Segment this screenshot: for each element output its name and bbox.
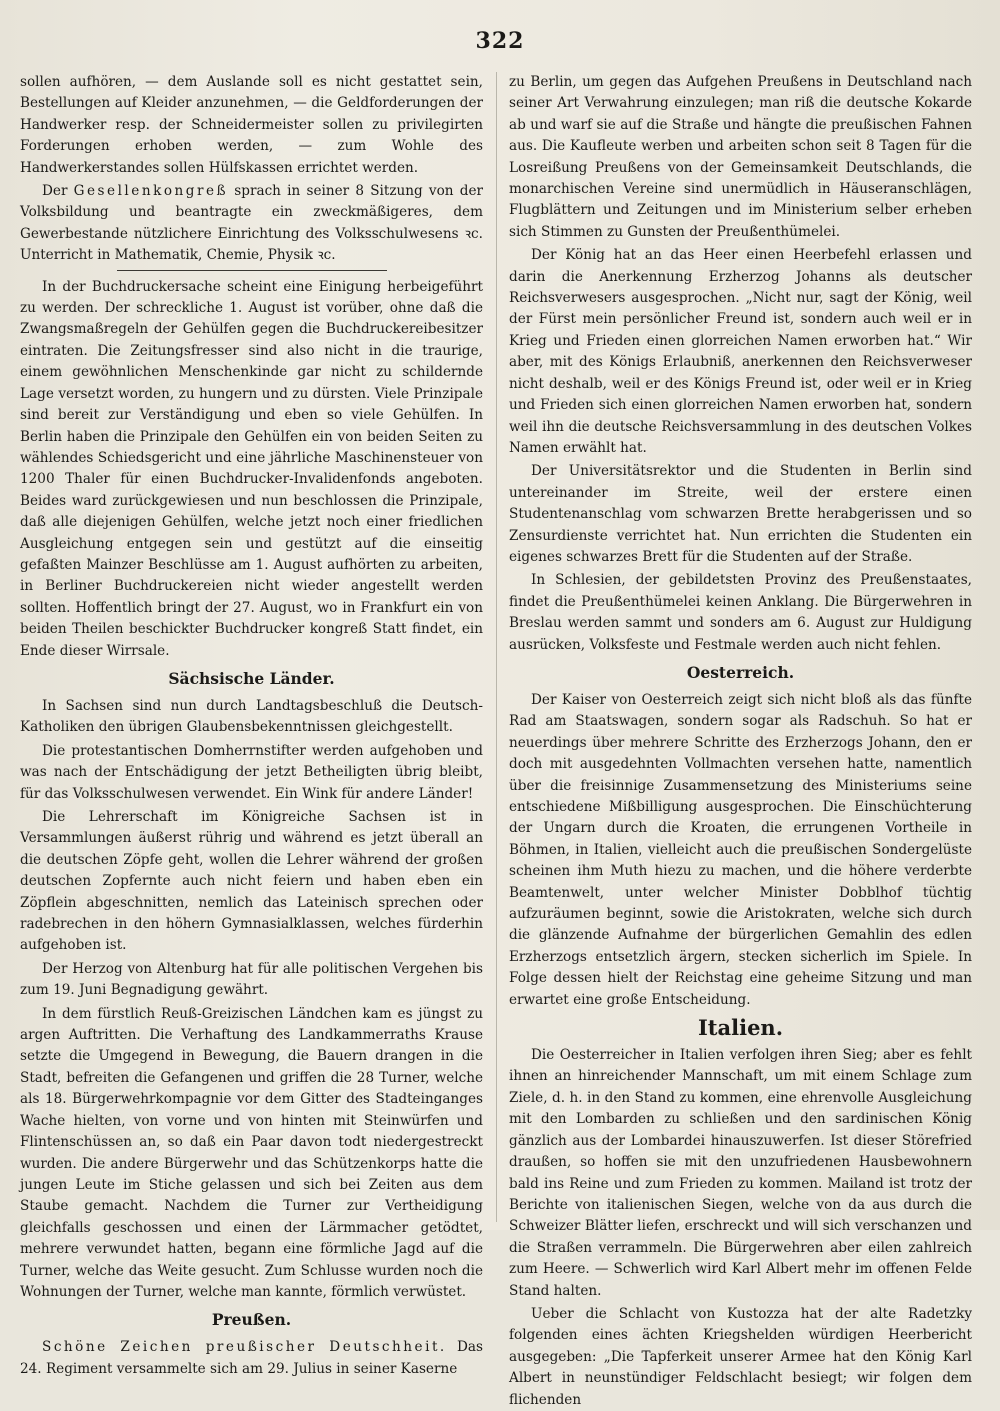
paragraph: In dem fürstlich Reuß-Greizischen Ländchen kam es jüngst zu argen Auftritten. Die Verhaftung des Landkammerraths Krause setzte die Umgegend in Bewegung, die Bauern drangen in die Stadt, befreiten die Gefangenen und griffen die 28 Turner, welche als 18. Bürgerwehrkompagnie vor dem Gitter des Stadteinganges Wache hielten, von vorne und von hinten mit Steinwürfen und Flintenschüssen an, so daß ein Paar davon todt niedergestreckt wurden. Die andere Bürgerwehr und das Schützenkorps hatte die jungen Leute im Stiche gelassen und sich bei Zeiten aus dem Staube gemacht. Nachdem die Turner zur Vertheidigung gleichfalls geschossen und einen der Lärmmacher getödtet, mehrere verwundet hatten, begann eine förmliche Jagd auf die Turner, welche das Weite gesucht. Zum Schlusse wurden noch die Wohnungen der Turner, welche man kannte, förmlich verwüstet. — [20, 1005, 483, 1300]
paragraph: In Sachsen sind nun durch Landtagsbeschluß die Deutsch-Katholiken den übrigen Glaubensbekenntnissen gleichgestellt. — [20, 697, 483, 736]
section-divider — [117, 270, 387, 271]
section-heading: Oesterreich. — [686, 662, 795, 682]
paragraph: Die Oesterreicher in Italien verfolgen ihren Sieg; aber es fehlt ihnen an hinreichender Mannschaft, um mit einem Schlage zum Ziele, d. h. in den Stand zu kommen, eine ehrenvolle Ausgleichung mit den Lombarden zu schließen und den sardinischen König gänzlich aus der Lombardei hinauszuwerfen. Ist dieser Störefried draußen, so hoffen sie mit den unzufriedenen Hausbewohnern bald ins Reine und zum Frieden zu kommen. Mailand ist trotz der Berichte von italienischen Siegen, welche von da aus durch die Schweizer Blätter liefen, erschreckt und will sich verschanzen und die Straßen verrammeln. Die Bürgerwehren aber eilen zahlreich zum Heere. — Schwerlich wird Karl Albert mehr im offenen Felde Stand halten. — [509, 1047, 972, 1299]
right-column — [509, 72, 972, 1408]
paragraph: Der König hat an das Heer einen Heerbefehl erlassen und darin die Anerkennung Erzherzog Johanns als deutscher Reichsverwesers ausgesprochen. „Nicht nur, sagt der König, weil der Fürst mein persönlicher Freund ist, sondern auch weil er in Krieg und Frieden einen glorreichen Namen erworben hat.“ Wir aber, mit des Königs Erlaubniß, anerkennen den Reichsverweser nicht deshalb, weil er des Königs Freund ist, oder weil er in Krieg und Frieden sich einen glorreichen Namen erworben hat, sondern weil ihn die deutsche Reichsversammlung in des deutschen Volkes Namen erwählt hat. — [509, 247, 972, 456]
section-heading: Sächsische Länder. — [168, 668, 335, 688]
left-column — [20, 72, 483, 1377]
paragraph: Ueber die Schlacht von Kustozza hat der alte Radetzky folgenden eines ächten Kriegshelden würdigen Heerbericht ausgegeben: „Die Tapferkeit unserer Armee hat den König Karl Albert in neunstündiger Feldschlacht besiegt; wir folgen dem flichenden — [509, 1305, 972, 1408]
paragraph: In Schlesien, der gebildetsten Provinz des Preußenstaates, findet die Preußenthümelei keinen Anklang. Die Bürgerwehren in Breslau werden sammt und sonders am 6. August zur Huldigung ausrücken, Volksfeste und Festmale werden auch nicht fehlen. — [509, 572, 972, 653]
paragraph: Der Universitätsrektor und die Studenten in Berlin sind untereinander im Streite, weil der erstere einen Studentenanschlag vom schwarzen Brette herabgerissen und so Zensurdienste verrichtet hat. Nun errichten die Studenten ein eigenes schwarzes Brett für die Studenten auf der Straße. — [509, 463, 972, 565]
emphasis-text: Schöne Zeichen preußischer Deutschheit. — [42, 1339, 447, 1356]
section-heading: Italien. — [697, 1015, 784, 1041]
paragraph: Die protestantischen Domherrnstifter werden aufgehoben und was nach der Entschädigung der jetzt Betheiligten übrig bleibt, für das Volksschulwesen verwendet. Ein Wink für andere Länder! — [20, 742, 483, 802]
paragraph — [20, 1337, 483, 1380]
article-columns — [20, 72, 972, 1408]
page-number: 322 — [475, 28, 525, 54]
paragraph: In der Buchdruckersache scheint eine Einigung herbeigeführt zu werden. Der schreckliche 1. August ist vorüber, ohne daß die Zwangsmaßregeln der Gehülfen gegen die Buchdruckereibesitzer eintraten. Die Zeitungsfresser sind also nicht in die traurige, einem gewöhnlichen Menschenkinde gar nicht zu schildernde Lage versetzt worden, zu hungern und zu dürsten. Viele Prinzipale sind bereit zur Verständigung und eben so viele Gehülfen. In Berlin haben die Prinzipale den Gehülfen ein von beiden Seiten zu wählendes Schiedsgericht und eine jährliche Maschinensteuer von 1200 Thaler für einen Buchdrucker-Invalidenfonds angeboten. Beides ward zurückgewiesen und nun beschlossen die Prinzipale, daß alle diejenigen Gehülfen, welche jetzt noch einer friedlichen Ausgleichung entgegen sein und gestützt auf die einseitig gefaßten Mainzer Beschlüsse am 1. August aufhörten zu arbeiten, in Berliner Buchdruckereien nicht wieder angestellt werden sollten. Hoffentlich bringt der 27. August, wo in Frankfurt ein von beiden Theilen beschickter Buchdrucker kongreß Statt findet, ein Ende dieser Wirrsale. — [20, 278, 483, 659]
paragraph: Der Kaiser von Oesterreich zeigt sich nicht bloß als das fünfte Rad am Staatswagen, sondern sogar als Radschuh. So hat er neuerdings über mehrere Schritte des Erzherzogs Johann, den er doch mit ausgedehnten Vollmachten versehen hatte, namentlich über die freisinnige Zusammensetzung des Ministeriums seine entschiedene Mißbilligung ausgesprochen. Die Einschüchterung der Ungarn durch die Kroaten, die errungenen Vortheile in Böhmen, in Italien, vielleicht auch die preußischen Sondergelüste scheinen ihm Muth hiezu zu machen, und die höhere verderbte Beamtenwelt, unter welcher Minister Dobblhof tüchtig aufzuräumen beginnt, sowie die Aristokraten, welche sich durch die glänzende Aufnahme der bürgerlichen Gemahlin des edlen Erzherzogs entsetzlich ärgern, stecken sicherlich im Spiele. In Folge dessen hielt der Reichstag eine geheime Sitzung und man erwartet eine große Entscheidung. — [509, 691, 972, 1008]
paragraph: Die Lehrerschaft im Königreiche Sachsen ist in Versammlungen äußerst rührig und während es jetzt überall an die deutschen Zöpfe geht, wollen die Lehrer während der großen deutschen Zopfernte auch nicht feiern und haben eben ein Zöpflein abgeschnitten, nemlich das Lateinisch sprechen oder radebrechen in den höhern Gymnasialklassen, welches fürderhin aufgehoben ist. — [20, 809, 483, 954]
column-divider — [496, 72, 497, 1222]
text-run: Das 24. Regiment versammelte sich am 29. Julius in seiner Kaserne — [20, 1339, 483, 1377]
emphasis-text: Gesellenkongreß — [73, 183, 229, 200]
paragraph: zu Berlin, um gegen das Aufgehen Preußens in Deutschland nach seiner Art Verwahrung einzulegen; man riß die deutsche Kokarde ab und warf sie auf die Straße und hängte die preußischen Fahnen aus. Die Kaufleute werben und arbeiten schon seit 8 Tagen für die Losreißung Preußens von der Gemeinsamkeit Deutschlands, die monarchischen Vereine sind unermüdlich in Häuseranschlägen, Flugblättern und Zeitungen und im Ministerium selber erheben sich Stimmen zu Gunsten der Preußenthümelei. — [509, 74, 972, 240]
paragraph — [20, 181, 483, 267]
text-run: sprach in seiner 8 Sitzung von der Volksbildung und beantragte ein zweckmäßigeres, dem Gewerbestande nützlichere Einrichtung des Volksschulwesens ꝛc. Unterricht in Mathematik, Chemie, Physik ꝛc. — [20, 183, 483, 264]
paragraph: sollen aufhören, — dem Auslande soll es nicht gestattet sein, Bestellungen auf Kleider anzunehmen, — die Geldforderungen der Handwerker resp. der Schneidermeister sollen zu privilegirten Forderungen erhoben werden, — zum Wohle des Handwerkerstandes sollen Hülfskassen errichtet werden. — [20, 74, 483, 176]
text-run: Der — [42, 183, 74, 200]
section-heading: Preußen. — [211, 1310, 292, 1330]
paragraph: Der Herzog von Altenburg hat für alle politischen Vergehen bis zum 19. Juni Begnadigung gewährt. — [20, 960, 483, 999]
